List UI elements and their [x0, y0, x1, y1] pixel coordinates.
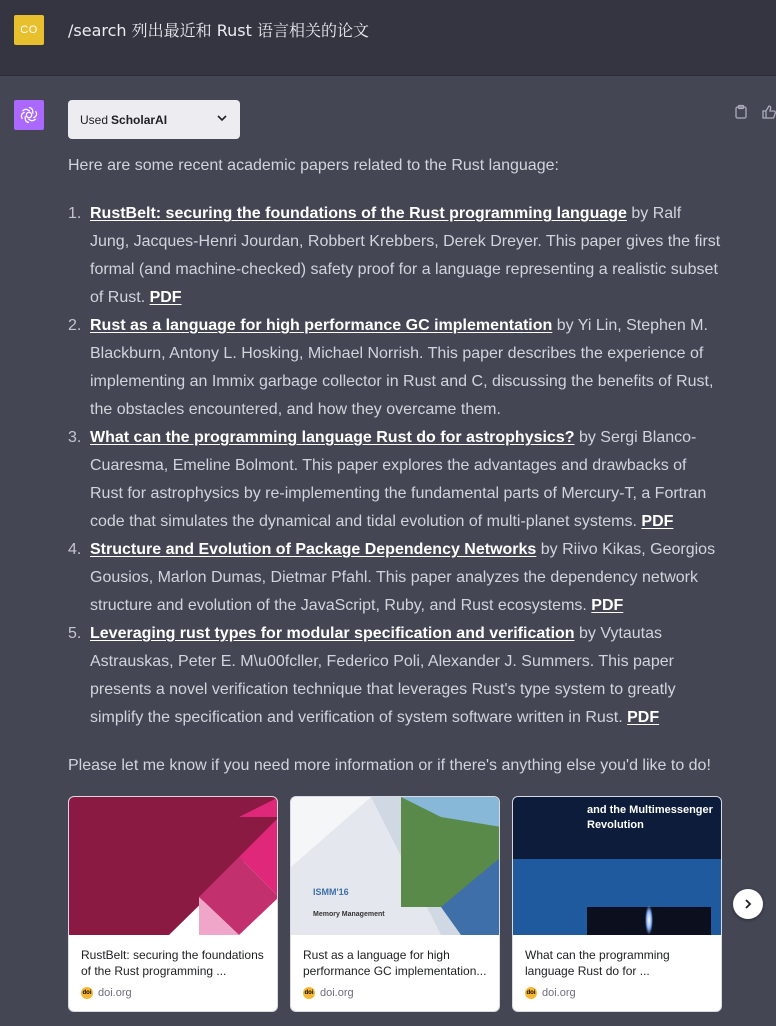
card-source-domain: doi.org [320, 987, 354, 999]
list-number: 2. [68, 317, 82, 334]
thumb-text [587, 803, 713, 833]
assistant-intro-text: Here are some recent academic papers related to the Rust language: [68, 157, 559, 174]
card-source-domain: doi.org [98, 987, 132, 999]
card-title: RustBelt: securing the foundations of the Rust programming ... [81, 948, 264, 978]
card-title: What can the programming language Rust do for ... [525, 948, 670, 978]
carousel-next-button[interactable] [733, 889, 763, 919]
clipboard-icon[interactable] [733, 104, 749, 125]
plugin-used-label [80, 113, 167, 127]
message-actions [733, 104, 776, 125]
list-item [68, 536, 723, 620]
thumb-text: Memory Management [313, 911, 385, 918]
paper-title-link[interactable]: Rust as a language for high performance GC implementation [90, 317, 553, 334]
user-avatar: CO [14, 15, 44, 45]
plugin-name: ScholarAI [111, 112, 168, 127]
paper-description: by Yi Lin, Stephen M. Blackburn, Antony L. Hosking, Michael Norrish. This paper describes the experience of implementing an Immix garbage collector in Rust and C, discussing the benefits of Rust, the obstacles encountered, and how they overcame them. [90, 317, 714, 418]
list-number: 3. [68, 429, 82, 446]
pdf-link[interactable]: PDF [641, 513, 674, 530]
paper-card[interactable] [512, 796, 722, 1012]
list-item [68, 200, 723, 312]
user-message-text: /search 列出最近和 Rust 语言相关的论文 [68, 21, 369, 40]
list-number: 5. [68, 625, 82, 642]
paper-thumbnail [69, 797, 277, 935]
list-item [68, 620, 723, 732]
pdf-link[interactable]: PDF [149, 289, 182, 306]
chevron-right-icon [742, 898, 754, 910]
card-title: Rust as a language for high performance GC implementation... [303, 948, 487, 978]
paper-description: by Ralf Jung, Jacques-Henri Jourdan, Robbert Krebbers, Derek Dreyer. This paper gives the first formal (and machine-checked) safety proof for a language representing a realistic subset of Rust. [90, 205, 721, 306]
paper-title-link[interactable]: Leveraging rust types for modular specification and verification [90, 625, 575, 642]
user-message-row [0, 0, 776, 76]
list-item [68, 424, 723, 536]
list-number: 4. [68, 541, 82, 558]
paper-thumbnail [291, 797, 499, 935]
pdf-link[interactable]: PDF [627, 709, 660, 726]
paper-title-link[interactable]: What can the programming language Rust do for astrophysics? [90, 429, 575, 446]
paper-thumbnail [513, 797, 721, 935]
doi-icon: doi [525, 987, 537, 999]
paper-description: by Riivo Kikas, Georgios Gousios, Marlon Dumas, Dietmar Pfahl. This paper analyzes the dependency network structure and evolution of the JavaScript, Ruby, and Rust ecosystems. [90, 541, 716, 614]
thumbs-up-icon[interactable] [761, 104, 776, 125]
paper-card[interactable] [68, 796, 278, 1012]
assistant-outro-text: Please let me know if you need more information or if there's anything else you'd like to do! [68, 757, 711, 774]
chevron-down-icon [216, 112, 228, 127]
paper-title-link[interactable]: Structure and Evolution of Package Dependency Networks [90, 541, 537, 558]
paper-title-link[interactable]: RustBelt: securing the foundations of the Rust programming language [90, 205, 627, 222]
openai-logo-icon [14, 100, 44, 130]
card-source [303, 987, 354, 999]
paper-description: by Vytautas Astrauskas, Peter E. M\u00fcller, Federico Poli, Alexander J. Summers. This paper presents a novel verification technique that leverages Rust's type system to greatly simplify the specification and verification of system software written in Rust. [90, 625, 676, 726]
doi-icon: doi [303, 987, 315, 999]
list-number: 1. [68, 205, 82, 222]
thumb-text-line: Revolution [587, 819, 644, 831]
pdf-link[interactable]: PDF [591, 597, 624, 614]
card-source [525, 987, 576, 999]
paper-card[interactable] [290, 796, 500, 1012]
card-source [81, 987, 132, 999]
paper-list [68, 200, 723, 732]
doi-icon: doi [81, 987, 93, 999]
list-item [68, 312, 723, 424]
thumb-text: ISMM'16 [313, 887, 349, 897]
plugin-used-dropdown[interactable] [68, 100, 240, 139]
plugin-prefix: Used [80, 112, 109, 127]
paper-description: by Sergi Blanco-Cuaresma, Emeline Bolmont. This paper explores the advantages and drawbacks of Rust for astrophysics by re-implementing the fundamental parts of Mercury-T, a Fortran code that simulates the dynamical and tidal evolution of multi-planet systems. [90, 429, 707, 530]
thumb-text-line: and the Multimessenger [587, 804, 713, 816]
paper-card-carousel [68, 796, 722, 1012]
card-source-domain: doi.org [542, 987, 576, 999]
